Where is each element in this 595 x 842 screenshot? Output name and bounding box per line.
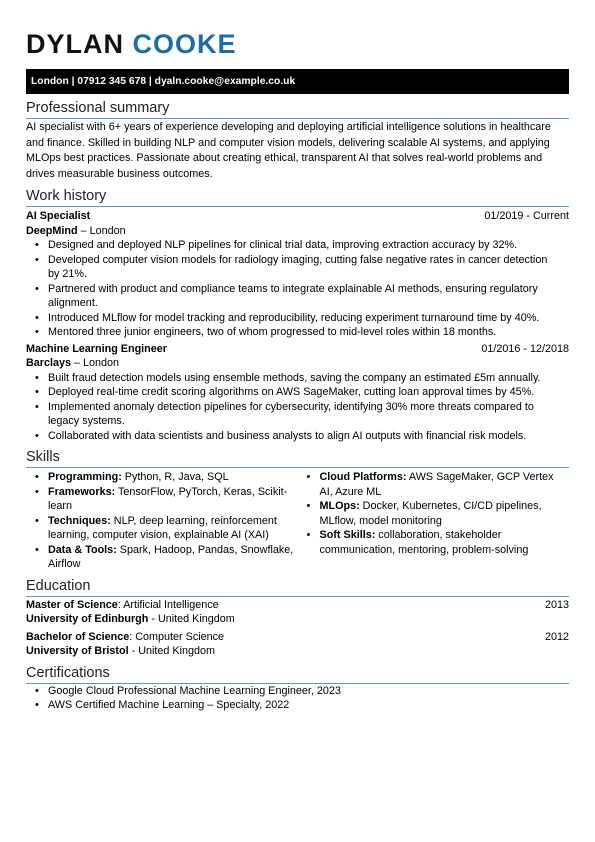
- certification-item: • AWS Certified Machine Learning – Specialty, 2022: [48, 698, 569, 713]
- job-bullet: • Collaborated with data scientists and business analysts to align AI outputs with financial risk models.: [48, 429, 569, 444]
- resume-page: [26, 28, 569, 713]
- job-title: AI Specialist: [26, 210, 91, 222]
- job-bullet: • Designed and deployed NLP pipelines for clinical trial data, improving extraction accuracy by 32%.: [48, 238, 569, 253]
- section-title-education: Education: [26, 578, 569, 597]
- skill-item: • Frameworks: TensorFlow, PyTorch, Keras, Scikit-learn: [48, 485, 298, 514]
- company-name: Barclays: [26, 357, 72, 369]
- skill-item: • MLOps: Docker, Kubernetes, CI/CD pipelines, MLflow, model monitoring: [320, 499, 570, 528]
- education-entry: [26, 630, 569, 659]
- first-name: DYLAN: [26, 29, 124, 59]
- job-bullet: • Mentored three junior engineers, two of whom progressed to mid-level roles within 18 months.: [48, 325, 569, 340]
- education-entry: [26, 598, 569, 627]
- job-company: [26, 224, 569, 239]
- job-bullet: • Deployed real-time credit scoring algorithms on AWS SageMaker, cutting loan approval times by 45%.: [48, 385, 569, 400]
- skill-item: • Techniques: NLP, deep learning, reinforcement learning, computer vision, explainable AI (XAI): [48, 514, 298, 543]
- job-bullet: • Built fraud detection models using ensemble methods, saving the company an estimated £5m annually.: [48, 371, 569, 386]
- job-dates: 01/2016 - 12/2018: [481, 342, 569, 355]
- job-bullet: • Implemented anomaly detection pipelines for cybersecurity, identifying 30% more threats compared to legacy systems.: [48, 400, 569, 429]
- job-company: [26, 356, 569, 371]
- job-bullet: • Introduced MLflow for model tracking and reproducibility, reducing experiment turnaround time by 40%.: [48, 311, 569, 326]
- skill-item: • Soft Skills: collaboration, stakeholder communication, mentoring, problem-solving: [320, 528, 570, 557]
- school: University of Bristol - United Kingdom: [26, 645, 216, 657]
- education-year: 2013: [544, 598, 569, 611]
- skill-item: • Programming: Python, R, Java, SQL: [48, 470, 298, 485]
- degree: Bachelor of Science: Computer Science: [26, 630, 225, 643]
- candidate-name: [26, 28, 569, 62]
- skills-column-right: [298, 470, 570, 572]
- job-bullet: • Partnered with product and compliance teams to integrate explainable AI methods, ensuring regulatory alignment.: [48, 282, 569, 311]
- summary-text: AI specialist with 6+ years of experience developing and deploying artificial intelligence solutions in healthcare and finance. Skilled in building NLP and computer vision models, delivering scalable AI systems, and applying MLOps best practices. Passionate about creating ethical, transparent AI that solves real-world problems and drives measurable business outcomes.: [26, 121, 551, 180]
- skills-column-left: [26, 470, 298, 572]
- school: University of Edinburgh - United Kingdom: [26, 613, 235, 625]
- company-location: – London: [71, 357, 120, 369]
- section-title-work: Work history: [26, 188, 569, 207]
- job-dates: 01/2019 - Current: [484, 210, 569, 222]
- certification-item: • Google Cloud Professional Machine Learning Engineer, 2023: [48, 684, 569, 699]
- job-entry: [26, 342, 569, 444]
- skills-columns: [26, 470, 569, 572]
- section-title-skills: Skills: [26, 449, 569, 468]
- skill-item: • Data & Tools: Spark, Hadoop, Pandas, Snowflake, Airflow: [48, 543, 298, 572]
- job-bullets: [26, 371, 569, 444]
- company-location: – London: [77, 224, 126, 237]
- company-name: DeepMind: [26, 224, 78, 237]
- degree: Master of Science: Artificial Intelligence: [26, 598, 219, 611]
- skill-item: • Cloud Platforms: AWS SageMaker, GCP Vertex AI, Azure ML: [320, 470, 570, 499]
- job-title: Machine Learning Engineer: [26, 342, 167, 355]
- section-title-certifications: Certifications: [26, 665, 569, 684]
- education-year: 2012: [544, 630, 569, 643]
- section-title-summary: Professional summary: [26, 100, 569, 119]
- contact-bar: London | 07912 345 678 | dyaln.cooke@example.co.uk: [26, 69, 569, 94]
- certification-list: [26, 684, 569, 713]
- job-entry: [26, 209, 569, 340]
- job-bullets: [26, 238, 569, 340]
- last-name: COOKE: [132, 29, 237, 59]
- job-bullet: • Developed computer vision models for radiology imaging, cutting false negative rates in cancer detection by 21%.: [48, 253, 569, 282]
